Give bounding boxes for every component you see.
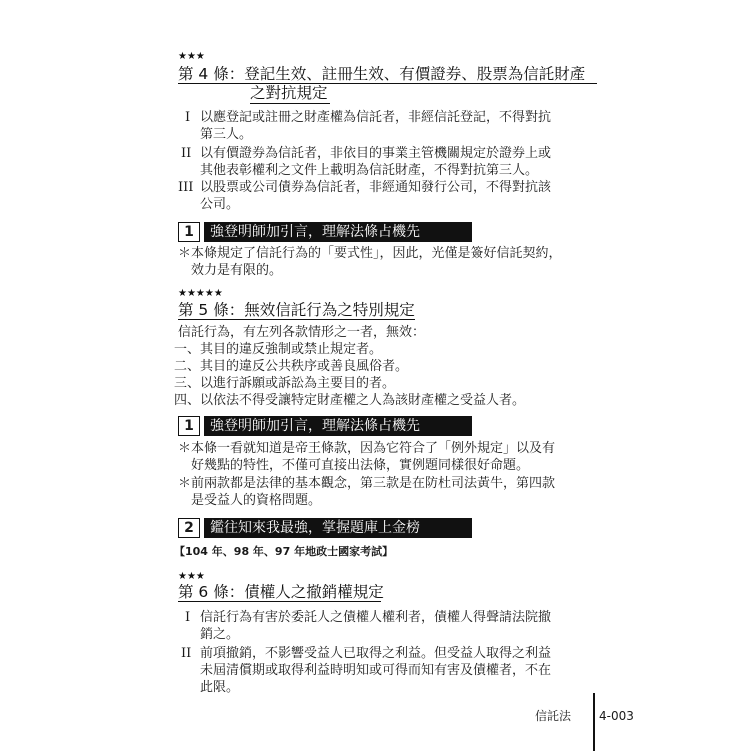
paragraph-text: 以應登記或註冊之財產權為信託者，非經信託登記，不得對抗	[200, 110, 552, 125]
heading-underline	[178, 601, 381, 602]
article-intro: 信託行為，有左列各款情形之一者，無效：	[178, 325, 426, 340]
heading-underline	[178, 319, 415, 320]
article-4-title: 第 4 條：登記生效、註冊生效、有價證券、股票為信託財產	[178, 65, 586, 83]
banner-label: 鑑往知來我最強，掌握題庫上金榜	[204, 518, 472, 538]
note-text: 是受益人的資格問題。	[191, 493, 322, 508]
importance-stars: ★★★	[178, 571, 205, 582]
banner-label: 強登明師加引言，理解法條占機先	[204, 222, 472, 242]
article-4-title-continued: 之對抗規定	[250, 84, 328, 102]
note-text: 好幾點的特性，不僅可直接出法條，實例題同樣很好命題。	[191, 458, 530, 473]
heading-underline	[250, 103, 330, 104]
list-item: 三、以進行訴願或訴訟為主要目的者。	[174, 376, 396, 391]
importance-stars: ★★★	[178, 51, 205, 62]
note-text: 效力是有限的。	[191, 263, 283, 278]
banner-label: 強登明師加引言，理解法條占機先	[204, 416, 472, 436]
list-item: 一、其目的違反強制或禁止規定者。	[174, 342, 383, 357]
paragraph-text: 公司。	[200, 197, 240, 212]
heading-underline	[178, 83, 597, 84]
page-number: 4-003	[599, 709, 634, 723]
study-tip-banner	[178, 416, 598, 436]
book-title: 信託法	[535, 709, 572, 723]
exam-reference: 【104 年、98 年、97 年地政士國家考試】	[174, 545, 394, 558]
paragraph-text: 以有價證券為信託者，非依目的事業主管機關規定於證券上或	[200, 146, 552, 161]
paragraph-text: 第三人。	[200, 127, 253, 142]
exam-banner	[178, 518, 598, 538]
paragraph-text: 此限。	[200, 680, 240, 695]
paragraph-text: 以股票或公司債券為信託者，非經通知發行公司，不得對抗該	[200, 180, 552, 195]
study-tip-banner	[178, 222, 598, 242]
list-item: 四、以依法不得受讓特定財產權之人為該財產權之受益人者。	[174, 393, 526, 408]
article-5-title: 第 5 條：無效信託行為之特別規定	[178, 301, 415, 319]
footer-divider	[593, 693, 595, 751]
article-6-title: 第 6 條：債權人之撤銷權規定	[178, 583, 384, 601]
importance-stars: ★★★★★	[178, 288, 223, 299]
banner-number: 2	[178, 518, 200, 538]
paragraph-text: 前項撤銷，不影響受益人已取得之利益。但受益人取得之利益	[200, 646, 552, 661]
note-text: ＊本條規定了信託行為的「要式性」，因此，光僅是簽好信託契約，	[178, 246, 562, 261]
paragraph-text: 其他表彰權利之文件上載明為信託財產，不得對抗第三人。	[200, 163, 539, 178]
note-text: ＊前兩款都是法律的基本觀念，第三款是在防杜司法黃牛，第四款	[178, 476, 556, 491]
paragraph-text: 銷之。	[200, 627, 240, 642]
paragraph-marker: III	[178, 180, 194, 195]
banner-number: 1	[178, 222, 200, 242]
list-item: 二、其目的違反公共秩序或善良風俗者。	[174, 359, 409, 374]
paragraph-marker: II	[181, 646, 192, 661]
paragraph-marker: I	[185, 110, 191, 125]
paragraph-text: 未屆清償期或取得利益時明知或可得而知有害及債權者，不在	[200, 663, 552, 678]
paragraph-marker: II	[181, 146, 192, 161]
paragraph-marker: I	[185, 610, 191, 625]
note-text: ＊本條一看就知道是帝王條款，因為它符合了「例外規定」以及有	[178, 441, 556, 456]
banner-number: 1	[178, 416, 200, 436]
paragraph-text: 信託行為有害於委託人之債權人權利者，債權人得聲請法院撤	[200, 610, 552, 625]
